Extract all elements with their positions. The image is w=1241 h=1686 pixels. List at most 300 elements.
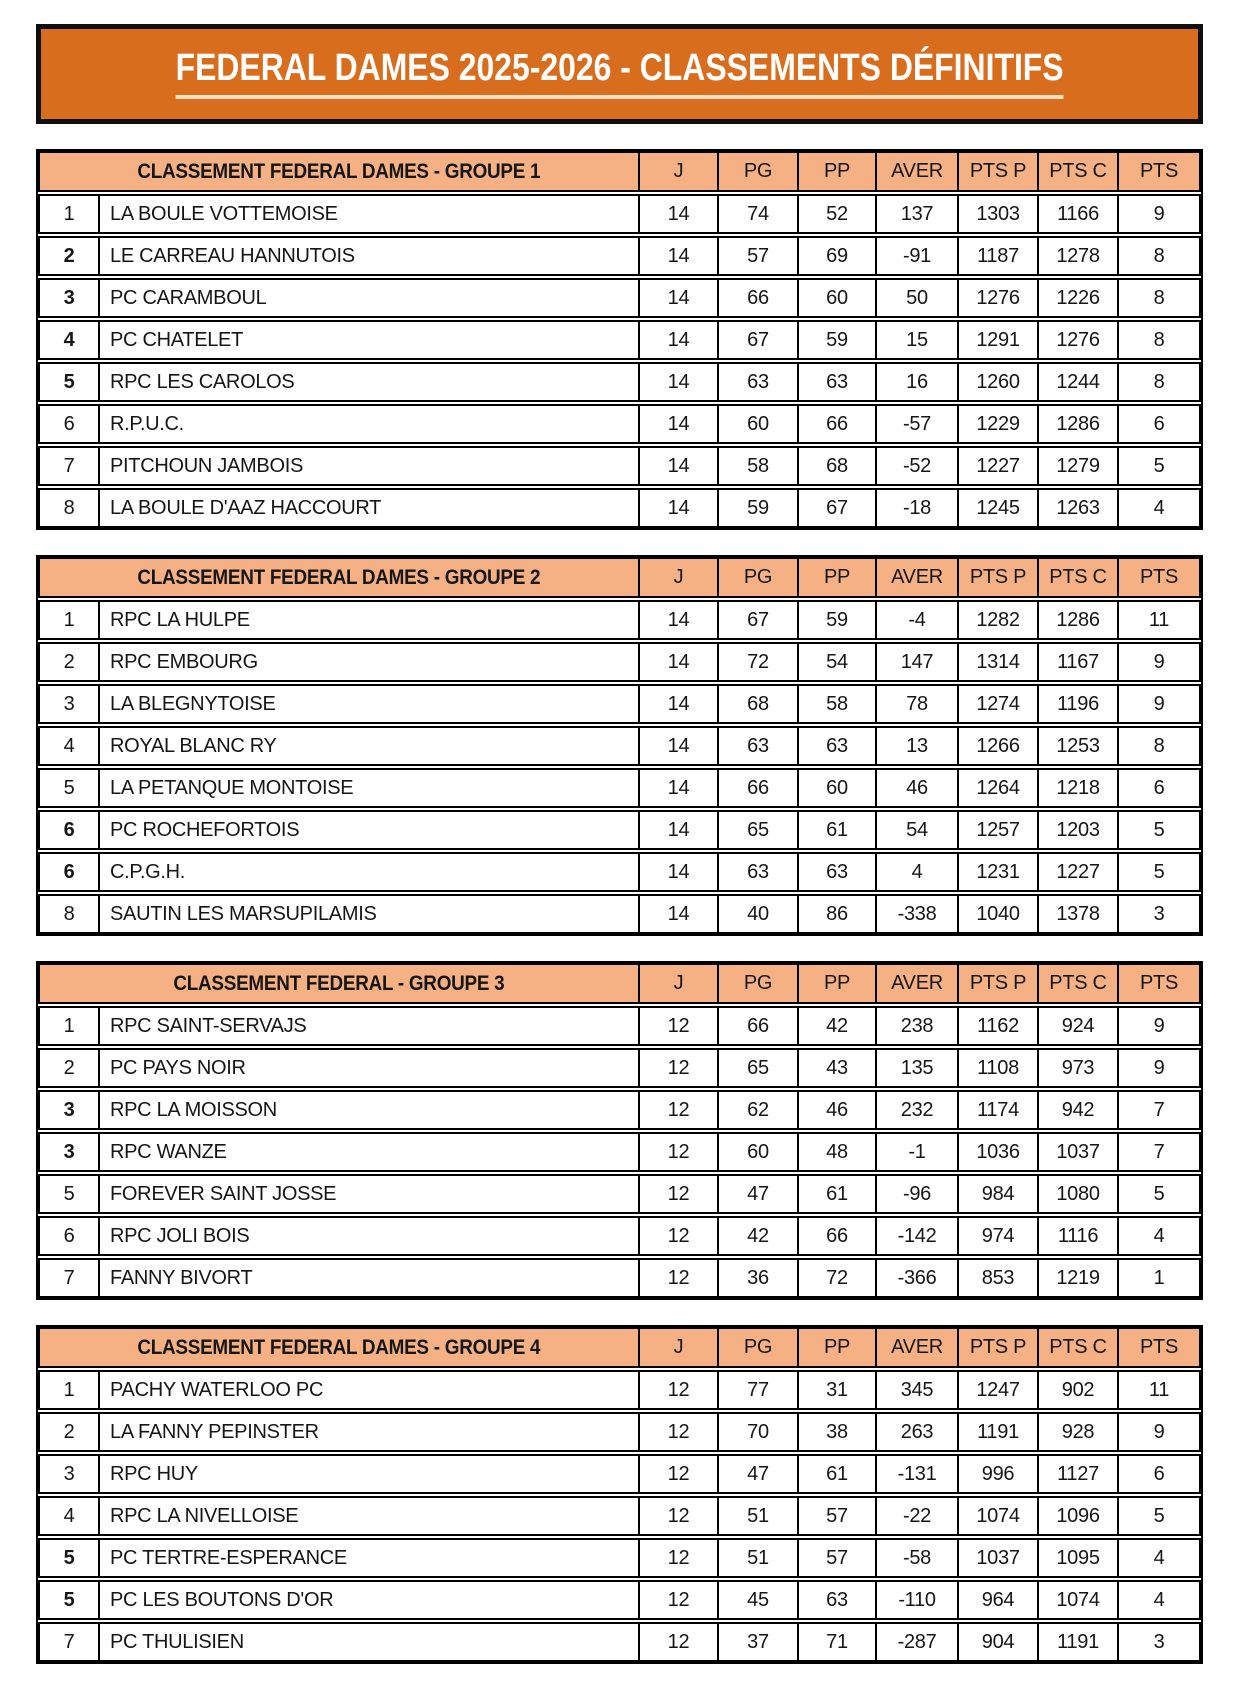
value-cell: 1291 xyxy=(959,322,1039,358)
value-cell: 1196 xyxy=(1039,686,1119,722)
value-cell: 58 xyxy=(719,448,799,484)
table-row xyxy=(38,894,1201,934)
classement-table xyxy=(36,555,1203,936)
value-cell: 51 xyxy=(719,1498,799,1534)
value-cell: 1226 xyxy=(1039,280,1119,316)
column-header: PP xyxy=(799,559,877,596)
value-cell: 12 xyxy=(640,1414,719,1450)
value-cell: 1244 xyxy=(1039,364,1119,400)
value-cell: 36 xyxy=(719,1260,799,1296)
value-cell: 66 xyxy=(719,280,799,316)
column-header: AVER xyxy=(877,1329,959,1366)
column-header: PTS xyxy=(1140,1336,1178,1358)
value-cell: 996 xyxy=(959,1456,1039,1492)
value-cell: 14 xyxy=(640,686,719,722)
value-cell: 57 xyxy=(799,1540,877,1576)
value-cell: 6 xyxy=(1153,1462,1165,1485)
value-cell: 54 xyxy=(877,812,959,848)
rank-cell: 8 xyxy=(40,896,100,932)
team-cell: RPC HUY xyxy=(100,1456,640,1492)
value-cell: 14 xyxy=(640,196,719,232)
value-cell: 59 xyxy=(799,602,877,638)
group-title xyxy=(40,965,640,1002)
value-cell: 43 xyxy=(799,1050,877,1086)
value-cell: 8 xyxy=(1153,244,1165,267)
rank-cell: 6 xyxy=(40,812,100,848)
rank-cell: 3 xyxy=(40,1134,100,1170)
value-cell: 67 xyxy=(799,490,877,526)
rank-cell: 2 xyxy=(40,644,100,680)
value-cell: 59 xyxy=(719,490,799,526)
rank-cell: 5 xyxy=(40,1540,100,1576)
value-cell: 12 xyxy=(640,1582,719,1618)
value-cell: 4 xyxy=(1153,496,1165,519)
value-cell: 5 xyxy=(1153,454,1165,477)
value-cell: 1218 xyxy=(1039,770,1119,806)
value-cell: 1286 xyxy=(1039,406,1119,442)
rank-cell: 4 xyxy=(40,322,100,358)
value-cell: 57 xyxy=(799,1498,877,1534)
value-cell: 1227 xyxy=(1039,854,1119,890)
value-cell: 964 xyxy=(959,1582,1039,1618)
value-cell: 8 xyxy=(1153,734,1165,757)
column-header: PG xyxy=(719,153,799,190)
value-cell: 1074 xyxy=(959,1498,1039,1534)
value-cell: 12 xyxy=(640,1050,719,1086)
value-cell: 68 xyxy=(719,686,799,722)
rank-cell: 1 xyxy=(40,1372,100,1408)
table-row xyxy=(38,726,1201,766)
value-cell: 1231 xyxy=(959,854,1039,890)
rank-cell: 5 xyxy=(40,1176,100,1212)
rank-cell: 7 xyxy=(40,448,100,484)
table-row xyxy=(38,1622,1201,1662)
value-cell: 9 xyxy=(1153,1420,1165,1443)
value-cell: 74 xyxy=(719,196,799,232)
table-row xyxy=(38,852,1201,892)
rank-cell: 4 xyxy=(40,1498,100,1534)
value-cell: 9 xyxy=(1153,1014,1165,1037)
team-cell: PC LES BOUTONS D'OR xyxy=(100,1582,640,1618)
team-cell: PITCHOUN JAMBOIS xyxy=(100,448,640,484)
team-cell: LA BOULE VOTTEMOISE xyxy=(100,196,640,232)
value-cell: 72 xyxy=(719,644,799,680)
value-cell: 12 xyxy=(640,1624,719,1660)
value-cell: 8 xyxy=(1153,328,1165,351)
value-cell: -96 xyxy=(877,1176,959,1212)
column-header: PG xyxy=(719,965,799,1002)
rank-cell: 6 xyxy=(40,854,100,890)
tables xyxy=(36,149,1203,1664)
value-cell: 3 xyxy=(1153,1630,1165,1653)
value-cell: 14 xyxy=(640,812,719,848)
value-cell: 1127 xyxy=(1039,1456,1119,1492)
value-cell: 14 xyxy=(640,364,719,400)
team-cell: RPC WANZE xyxy=(100,1134,640,1170)
rank-cell: 6 xyxy=(40,406,100,442)
value-cell: 5 xyxy=(1153,1504,1165,1527)
value-cell: -4 xyxy=(877,602,959,638)
value-cell: 1303 xyxy=(959,196,1039,232)
value-cell: 9 xyxy=(1153,692,1165,715)
value-cell: 63 xyxy=(799,1582,877,1618)
table-row xyxy=(38,1090,1201,1130)
value-cell: 77 xyxy=(719,1372,799,1408)
table-row xyxy=(38,1538,1201,1578)
value-cell: 238 xyxy=(877,1008,959,1044)
value-cell: 70 xyxy=(719,1414,799,1450)
table-row xyxy=(38,810,1201,850)
column-header: PP xyxy=(799,1329,877,1366)
team-cell: PC THULISIEN xyxy=(100,1624,640,1660)
page-title: FEDERAL DAMES 2025-2026 - CLASSEMENTS DÉFINITIFS xyxy=(175,49,1063,99)
classement-table xyxy=(36,1325,1203,1664)
value-cell: 45 xyxy=(719,1582,799,1618)
value-cell: 263 xyxy=(877,1414,959,1450)
column-header: PG xyxy=(719,1329,799,1366)
value-cell: 1036 xyxy=(959,1134,1039,1170)
value-cell: 3 xyxy=(1153,902,1165,925)
team-cell: FANNY BIVORT xyxy=(100,1260,640,1296)
column-header: PTS P xyxy=(959,965,1039,1002)
value-cell: 12 xyxy=(640,1176,719,1212)
value-cell: 928 xyxy=(1039,1414,1119,1450)
team-cell: RPC EMBOURG xyxy=(100,644,640,680)
value-cell: 14 xyxy=(640,280,719,316)
team-cell: PC CARAMBOUL xyxy=(100,280,640,316)
value-cell: 853 xyxy=(959,1260,1039,1296)
value-cell: 13 xyxy=(877,728,959,764)
value-cell: 1260 xyxy=(959,364,1039,400)
table-row xyxy=(38,404,1201,444)
value-cell: 1074 xyxy=(1039,1582,1119,1618)
value-cell: 14 xyxy=(640,448,719,484)
group-title-label: CLASSEMENT FEDERAL DAMES - GROUPE 2 xyxy=(137,565,541,589)
value-cell: 63 xyxy=(719,728,799,764)
value-cell: 54 xyxy=(799,644,877,680)
value-cell: 1229 xyxy=(959,406,1039,442)
value-cell: 62 xyxy=(719,1092,799,1128)
classement-table xyxy=(36,149,1203,530)
value-cell: 7 xyxy=(1153,1098,1165,1121)
value-cell: 4 xyxy=(1153,1546,1165,1569)
value-cell: 7 xyxy=(1153,1140,1165,1163)
value-cell: 9 xyxy=(1153,650,1165,673)
value-cell: 1191 xyxy=(1039,1624,1119,1660)
value-cell: 942 xyxy=(1039,1092,1119,1128)
value-cell: 60 xyxy=(719,1134,799,1170)
value-cell: 52 xyxy=(799,196,877,232)
group-title xyxy=(40,559,640,596)
table-header-row xyxy=(38,151,1201,192)
value-cell: 1247 xyxy=(959,1372,1039,1408)
value-cell: 65 xyxy=(719,1050,799,1086)
value-cell: -366 xyxy=(877,1260,959,1296)
rank-cell: 5 xyxy=(40,1582,100,1618)
column-header: PTS P xyxy=(959,1329,1039,1366)
column-header: PP xyxy=(799,965,877,1002)
value-cell: 1096 xyxy=(1039,1498,1119,1534)
rank-cell: 1 xyxy=(40,602,100,638)
column-header: PTS xyxy=(1140,972,1178,994)
value-cell: 6 xyxy=(1153,412,1165,435)
value-cell: 15 xyxy=(877,322,959,358)
table-row xyxy=(38,1216,1201,1256)
value-cell: 68 xyxy=(799,448,877,484)
value-cell: 12 xyxy=(640,1498,719,1534)
table-row xyxy=(38,320,1201,360)
team-cell: LA BOULE D'AAZ HACCOURT xyxy=(100,490,640,526)
value-cell: 6 xyxy=(1153,776,1165,799)
rank-cell: 6 xyxy=(40,1218,100,1254)
value-cell: 8 xyxy=(1153,370,1165,393)
value-cell: 9 xyxy=(1153,202,1165,225)
value-cell: 4 xyxy=(1153,1588,1165,1611)
table-row xyxy=(38,194,1201,234)
value-cell: 69 xyxy=(799,238,877,274)
value-cell: 1245 xyxy=(959,490,1039,526)
value-cell: 67 xyxy=(719,322,799,358)
value-cell: 60 xyxy=(799,280,877,316)
value-cell: 72 xyxy=(799,1260,877,1296)
value-cell: 14 xyxy=(640,644,719,680)
team-cell: PC TERTRE-ESPERANCE xyxy=(100,1540,640,1576)
value-cell: 47 xyxy=(719,1176,799,1212)
value-cell: 65 xyxy=(719,812,799,848)
value-cell: 4 xyxy=(1153,1224,1165,1247)
value-cell: 51 xyxy=(719,1540,799,1576)
group-title-label: CLASSEMENT FEDERAL DAMES - GROUPE 4 xyxy=(137,1335,541,1359)
value-cell: 5 xyxy=(1153,1182,1165,1205)
value-cell: 59 xyxy=(799,322,877,358)
value-cell: 1257 xyxy=(959,812,1039,848)
rank-cell: 3 xyxy=(40,1092,100,1128)
value-cell: 57 xyxy=(719,238,799,274)
value-cell: 37 xyxy=(719,1624,799,1660)
value-cell: 1191 xyxy=(959,1414,1039,1450)
column-header: PG xyxy=(719,559,799,596)
value-cell: 1263 xyxy=(1039,490,1119,526)
value-cell: 12 xyxy=(640,1092,719,1128)
value-cell: 12 xyxy=(640,1218,719,1254)
column-header: AVER xyxy=(877,153,959,190)
table-row xyxy=(38,642,1201,682)
table-row xyxy=(38,1258,1201,1298)
value-cell: 1167 xyxy=(1039,644,1119,680)
team-cell: LA PETANQUE MONTOISE xyxy=(100,770,640,806)
value-cell: 14 xyxy=(640,854,719,890)
table-row xyxy=(38,768,1201,808)
table-header-row xyxy=(38,963,1201,1004)
value-cell: 71 xyxy=(799,1624,877,1660)
value-cell: 1 xyxy=(1153,1266,1165,1289)
value-cell: 12 xyxy=(640,1260,719,1296)
value-cell: 1276 xyxy=(1039,322,1119,358)
table-row xyxy=(38,236,1201,276)
rank-cell: 5 xyxy=(40,364,100,400)
table-header-row xyxy=(38,557,1201,598)
value-cell: 60 xyxy=(719,406,799,442)
rank-cell: 4 xyxy=(40,728,100,764)
value-cell: -338 xyxy=(877,896,959,932)
value-cell: 1166 xyxy=(1039,196,1119,232)
table-row xyxy=(38,446,1201,486)
value-cell: 1378 xyxy=(1039,896,1119,932)
value-cell: 60 xyxy=(799,770,877,806)
column-header: PTS xyxy=(1140,160,1178,182)
value-cell: 61 xyxy=(799,1176,877,1212)
value-cell: 1279 xyxy=(1039,448,1119,484)
table-row xyxy=(38,488,1201,528)
value-cell: 67 xyxy=(719,602,799,638)
value-cell: -110 xyxy=(877,1582,959,1618)
table-row xyxy=(38,1370,1201,1410)
classement-table xyxy=(36,961,1203,1300)
column-header: J xyxy=(640,153,719,190)
value-cell: -22 xyxy=(877,1498,959,1534)
value-cell: 46 xyxy=(877,770,959,806)
value-cell: 1314 xyxy=(959,644,1039,680)
table-row xyxy=(38,600,1201,640)
table-row xyxy=(38,1048,1201,1088)
team-cell: PC CHATELET xyxy=(100,322,640,358)
value-cell: 9 xyxy=(1153,1056,1165,1079)
team-cell: PC ROCHEFORTOIS xyxy=(100,812,640,848)
column-header: PTS xyxy=(1140,566,1178,588)
value-cell: 66 xyxy=(799,1218,877,1254)
table-header-row xyxy=(38,1327,1201,1368)
value-cell: 63 xyxy=(799,728,877,764)
value-cell: 42 xyxy=(799,1008,877,1044)
rank-cell: 7 xyxy=(40,1624,100,1660)
value-cell: 1286 xyxy=(1039,602,1119,638)
value-cell: 48 xyxy=(799,1134,877,1170)
value-cell: 137 xyxy=(877,196,959,232)
value-cell: 61 xyxy=(799,812,877,848)
column-header: PTS P xyxy=(959,559,1039,596)
value-cell: 14 xyxy=(640,490,719,526)
value-cell: 1278 xyxy=(1039,238,1119,274)
table-row xyxy=(38,362,1201,402)
group-title xyxy=(40,153,640,190)
value-cell: 1037 xyxy=(959,1540,1039,1576)
value-cell: 31 xyxy=(799,1372,877,1408)
team-cell: LA FANNY PEPINSTER xyxy=(100,1414,640,1450)
value-cell: 1162 xyxy=(959,1008,1039,1044)
table-row xyxy=(38,1580,1201,1620)
value-cell: 147 xyxy=(877,644,959,680)
value-cell: -91 xyxy=(877,238,959,274)
value-cell: 12 xyxy=(640,1134,719,1170)
value-cell: -287 xyxy=(877,1624,959,1660)
team-cell: LE CARREAU HANNUTOIS xyxy=(100,238,640,274)
value-cell: 14 xyxy=(640,602,719,638)
table-row xyxy=(38,1174,1201,1214)
column-header: PTS C xyxy=(1039,965,1119,1002)
rank-cell: 2 xyxy=(40,1050,100,1086)
value-cell: 14 xyxy=(640,896,719,932)
value-cell: -18 xyxy=(877,490,959,526)
group-title-label: CLASSEMENT FEDERAL - GROUPE 3 xyxy=(173,971,505,995)
table-row xyxy=(38,684,1201,724)
column-header: J xyxy=(640,559,719,596)
value-cell: 1276 xyxy=(959,280,1039,316)
value-cell: 63 xyxy=(719,364,799,400)
value-cell: 973 xyxy=(1039,1050,1119,1086)
column-header: PTS C xyxy=(1039,559,1119,596)
column-header: PTS P xyxy=(959,153,1039,190)
team-cell: C.P.G.H. xyxy=(100,854,640,890)
value-cell: 14 xyxy=(640,406,719,442)
column-header: PP xyxy=(799,153,877,190)
value-cell: -57 xyxy=(877,406,959,442)
value-cell: 1253 xyxy=(1039,728,1119,764)
value-cell: 1282 xyxy=(959,602,1039,638)
value-cell: 58 xyxy=(799,686,877,722)
value-cell: -142 xyxy=(877,1218,959,1254)
value-cell: 40 xyxy=(719,896,799,932)
value-cell: 14 xyxy=(640,770,719,806)
column-header: J xyxy=(640,1329,719,1366)
value-cell: -52 xyxy=(877,448,959,484)
value-cell: 12 xyxy=(640,1008,719,1044)
team-cell: SAUTIN LES MARSUPILAMIS xyxy=(100,896,640,932)
rank-cell: 5 xyxy=(40,770,100,806)
value-cell: 14 xyxy=(640,322,719,358)
table-row xyxy=(38,1132,1201,1172)
value-cell: 902 xyxy=(1039,1372,1119,1408)
value-cell: 1219 xyxy=(1039,1260,1119,1296)
rank-cell: 2 xyxy=(40,1414,100,1450)
value-cell: 924 xyxy=(1039,1008,1119,1044)
table-row xyxy=(38,278,1201,318)
group-title-label: CLASSEMENT FEDERAL DAMES - GROUPE 1 xyxy=(137,159,541,183)
group-title xyxy=(40,1329,640,1366)
team-cell: RPC SAINT-SERVAJS xyxy=(100,1008,640,1044)
value-cell: 16 xyxy=(877,364,959,400)
value-cell: 61 xyxy=(799,1456,877,1492)
rank-cell: 1 xyxy=(40,196,100,232)
value-cell: 63 xyxy=(799,854,877,890)
value-cell: 12 xyxy=(640,1540,719,1576)
value-cell: 66 xyxy=(719,770,799,806)
team-cell: PACHY WATERLOO PC xyxy=(100,1372,640,1408)
value-cell: 4 xyxy=(877,854,959,890)
table-row xyxy=(38,1496,1201,1536)
value-cell: 63 xyxy=(719,854,799,890)
value-cell: 1037 xyxy=(1039,1134,1119,1170)
value-cell: 1095 xyxy=(1039,1540,1119,1576)
value-cell: 63 xyxy=(799,364,877,400)
value-cell: 66 xyxy=(799,406,877,442)
value-cell: 974 xyxy=(959,1218,1039,1254)
value-cell: 984 xyxy=(959,1176,1039,1212)
value-cell: 1187 xyxy=(959,238,1039,274)
value-cell: 1116 xyxy=(1039,1218,1119,1254)
value-cell: 1266 xyxy=(959,728,1039,764)
value-cell: 1040 xyxy=(959,896,1039,932)
team-cell: RPC LA NIVELLOISE xyxy=(100,1498,640,1534)
value-cell: 11 xyxy=(1148,608,1170,631)
rank-cell: 7 xyxy=(40,1260,100,1296)
column-header: AVER xyxy=(877,965,959,1002)
team-cell: LA BLEGNYTOISE xyxy=(100,686,640,722)
value-cell: 1108 xyxy=(959,1050,1039,1086)
team-cell: R.P.U.C. xyxy=(100,406,640,442)
value-cell: 14 xyxy=(640,238,719,274)
value-cell: 232 xyxy=(877,1092,959,1128)
team-cell: FOREVER SAINT JOSSE xyxy=(100,1176,640,1212)
